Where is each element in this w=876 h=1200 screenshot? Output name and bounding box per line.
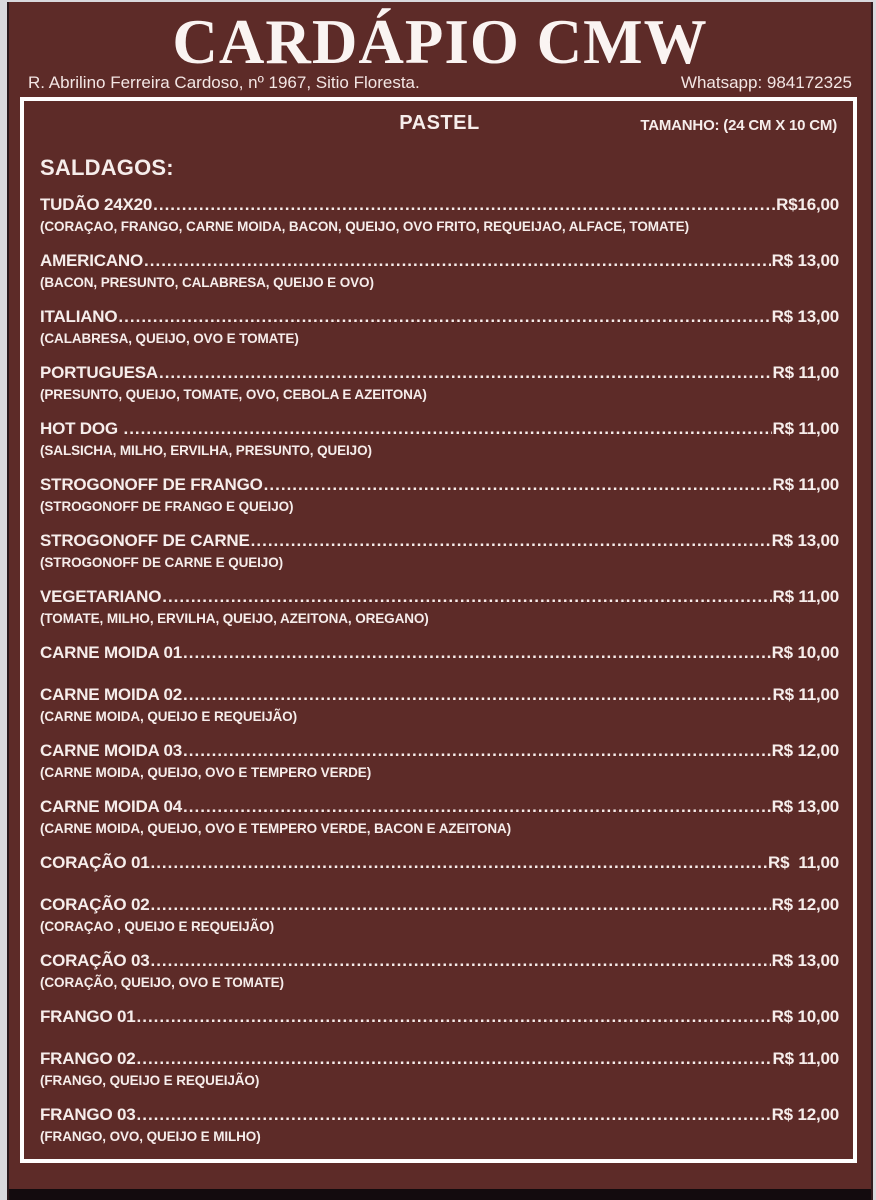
- dotted-leader: [183, 684, 771, 705]
- item-price: R$ 11,00: [772, 587, 839, 606]
- item-ingredients: (PRESUNTO, QUEIJO, TOMATE, OVO, CEBOLA E AZEITONA): [40, 387, 427, 402]
- dotted-leader: [251, 530, 771, 551]
- page-title: CARDÁPIO CMW: [172, 7, 708, 77]
- item-ingredients: (FRANGO, OVO, QUEIJO E MILHO): [40, 1129, 261, 1144]
- menu-item: [40, 740, 839, 781]
- item-name: STROGONOFF DE FRANGO: [40, 475, 263, 494]
- menu-item-row: [40, 1104, 839, 1125]
- panel-header: [40, 111, 839, 135]
- panel-title: PASTEL: [399, 112, 480, 134]
- item-ingredients: (CORAÇAO, FRANGO, CARNE MOIDA, BACON, QUEIJO, OVO FRITO, REQUEIJAO, ALFACE, TOMATE): [40, 219, 689, 234]
- item-name: ITALIANO: [40, 307, 118, 326]
- menu-item: [40, 796, 839, 837]
- menu-item-row: [40, 250, 839, 271]
- item-ingredients: (CARNE MOIDA, QUEIJO, OVO E TEMPERO VERDE): [40, 765, 372, 780]
- menu-item: [40, 250, 839, 291]
- item-ingredients: (CALABRESA, QUEIJO, OVO E TOMATE): [40, 331, 299, 346]
- menu-item: [40, 474, 839, 515]
- menu-item-row: [40, 684, 839, 705]
- item-ingredients: (TOMATE, MILHO, ERVILHA, QUEIJO, AZEITONA, OREGANO): [40, 611, 429, 626]
- menu-item: [40, 1104, 839, 1145]
- item-price: R$ 11,00: [772, 363, 839, 382]
- item-ingredients: (CORAÇAO , QUEIJO E REQUEIJÃO): [40, 919, 275, 934]
- item-name: CORAÇÃO 03: [40, 951, 150, 970]
- menu-item-row: [40, 194, 839, 215]
- dotted-leader: [137, 1006, 771, 1027]
- item-name: CARNE MOIDA 03: [40, 741, 183, 760]
- dotted-leader: [183, 740, 771, 761]
- item-name: FRANGO 03: [40, 1105, 136, 1124]
- item-name: CORAÇÃO 02: [40, 895, 150, 914]
- item-ingredients: (CORAÇÃO, QUEIJO, OVO E TOMATE): [40, 975, 284, 990]
- item-price: R$ 13,00: [771, 307, 839, 326]
- item-name: FRANGO 01: [40, 1007, 136, 1026]
- item-name: VEGETARIANO: [40, 587, 162, 606]
- item-ingredients: (BACON, PRESUNTO, CALABRESA, QUEIJO E OVO): [40, 275, 374, 290]
- menu-item-row: [40, 894, 839, 915]
- menu-item-row: [40, 530, 839, 551]
- menu-item: [40, 194, 839, 235]
- menu-item: [40, 530, 839, 571]
- dotted-leader: [144, 250, 771, 271]
- dotted-leader: [118, 306, 770, 327]
- item-ingredients: (STROGONOFF DE CARNE E QUEIJO): [40, 555, 284, 570]
- dotted-leader: [183, 642, 771, 663]
- menu-item-row: [40, 1048, 839, 1069]
- menu-item: [40, 362, 839, 403]
- item-price: R$ 13,00: [771, 251, 839, 270]
- menu-item: [40, 586, 839, 627]
- menu-item-row: [40, 474, 839, 495]
- dotted-leader: [159, 362, 772, 383]
- menu-item-row: [40, 740, 839, 761]
- menu-item-row: [40, 418, 839, 439]
- item-price: R$16,00: [776, 195, 839, 214]
- menu-item-row: [40, 306, 839, 327]
- item-price: R$ 12,00: [771, 895, 839, 914]
- item-name: CARNE MOIDA 01: [40, 643, 183, 662]
- item-price: R$ 13,00: [771, 951, 839, 970]
- whatsapp-contact: Whatsapp: 984172325: [680, 73, 852, 92]
- item-name: CARNE MOIDA 04: [40, 797, 183, 816]
- menu-item: [40, 418, 839, 459]
- menu-item: [40, 1006, 839, 1027]
- menu-item-row: [40, 642, 839, 663]
- dotted-leader: [150, 950, 770, 971]
- item-ingredients: (SALSICHA, MILHO, ERVILHA, PRESUNTO, QUEIJO): [40, 443, 372, 458]
- item-price: R$ 12,00: [771, 741, 839, 760]
- item-name: TUDÃO 24X20: [40, 195, 153, 214]
- menu-item: [40, 852, 839, 873]
- item-ingredients: (CARNE MOIDA, QUEIJO, OVO E TEMPERO VERDE, BACON E AZEITONA): [40, 821, 512, 836]
- item-price: R$ 11,00: [768, 853, 839, 872]
- item-name: HOT DOG: [40, 419, 123, 438]
- item-price: R$ 10,00: [771, 643, 839, 662]
- menu-item: [40, 306, 839, 347]
- dotted-leader: [162, 586, 771, 607]
- menu-item-row: [40, 362, 839, 383]
- item-price: R$ 11,00: [772, 419, 839, 438]
- menu-item: [40, 894, 839, 935]
- item-name: PORTUGUESA: [40, 363, 158, 382]
- dotted-leader: [264, 474, 772, 495]
- dotted-leader: [153, 194, 775, 215]
- menu-item: [40, 1048, 839, 1089]
- menu-item-row: [40, 1006, 839, 1027]
- item-name: STROGONOFF DE CARNE: [40, 531, 250, 550]
- address-text: R. Abrilino Ferreira Cardoso, nº 1967, Sitio Floresta.: [28, 73, 420, 92]
- item-price: R$ 13,00: [771, 797, 839, 816]
- menu-item: [40, 684, 839, 725]
- section-title: SALDAGOS:: [40, 155, 174, 180]
- item-price: R$ 10,00: [771, 1007, 839, 1026]
- item-price: R$ 12,00: [771, 1105, 839, 1124]
- item-price: R$ 11,00: [772, 685, 839, 704]
- menu-item-row: [40, 852, 839, 873]
- item-name: CARNE MOIDA 02: [40, 685, 183, 704]
- item-price: R$ 11,00: [772, 475, 839, 494]
- menu-item-row: [40, 950, 839, 971]
- item-name: AMERICANO: [40, 251, 144, 270]
- item-ingredients: (CARNE MOIDA, QUEIJO E REQUEIJÃO): [40, 709, 297, 724]
- menu-item: [40, 642, 839, 663]
- menu-item-row: [40, 796, 839, 817]
- dotted-leader: [150, 852, 767, 873]
- menu-item: [40, 950, 839, 991]
- size-label: TAMANHO: (24 CM X 10 CM): [640, 117, 837, 134]
- menu-panel: [20, 97, 857, 1163]
- dotted-leader: [137, 1048, 772, 1069]
- menu-card: [7, 2, 873, 1200]
- item-ingredients: (FRANGO, QUEIJO E REQUEIJÃO): [40, 1073, 260, 1088]
- dotted-leader: [123, 418, 771, 439]
- item-price: R$ 13,00: [771, 531, 839, 550]
- menu-items: [40, 194, 839, 1145]
- item-name: CORAÇÃO 01: [40, 853, 150, 872]
- menu-item-row: [40, 586, 839, 607]
- dotted-leader: [183, 796, 771, 817]
- item-ingredients: (STROGONOFF DE FRANGO E QUEIJO): [40, 499, 294, 514]
- item-price: R$ 11,00: [772, 1049, 839, 1068]
- item-name: FRANGO 02: [40, 1049, 136, 1068]
- dotted-leader: [137, 1104, 771, 1125]
- dotted-leader: [150, 894, 770, 915]
